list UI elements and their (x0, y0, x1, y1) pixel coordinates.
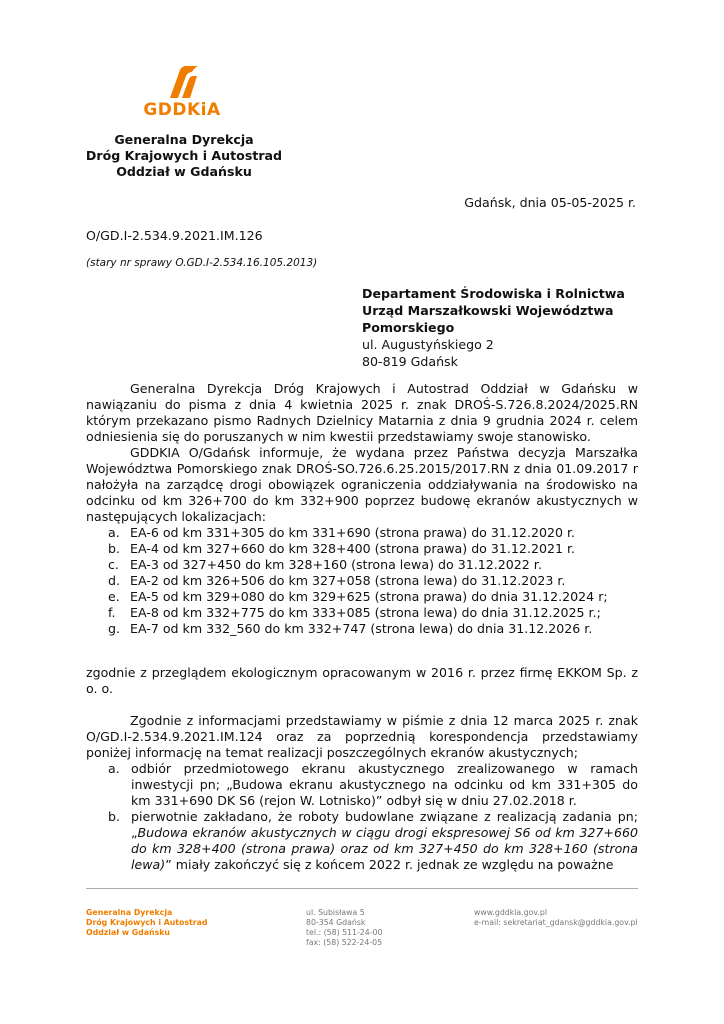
status-item-b: b. pierwotnie zakładano, że roboty budowlane związane z realizacją zadania pn; „Budowa ekranów akustycznych w ciągu drogi ekspresowej S6 od km 327+660 do km 328+400 (strona prawa) oraz od km 327+450 do km 328+160 (strona lewa)” miały zakończyć się z końcem 2022 r. jednak ze względu na poważne (108, 809, 638, 872)
old-case-reference: (stary nr sprawy O.GD.I-2.534.16.105.2013) (86, 257, 318, 269)
sender-block (84, 132, 284, 180)
footer-address: ul. Subisława 5 80-354 Gdańsk tel.: (58) 511-24-00 fax: (58) 522-24-05 (306, 908, 383, 947)
footer-contact (474, 908, 638, 928)
paragraph-4: Zgodnie z informacjami przedstawiamy w piśmie z dnia 12 marca 2025 r. znak O/GD.I-2.534.9.2021.IM.124 oraz za poprzednią korespondencja przedstawiamy poniżej informację na temat realizacji poszczególnych ekranów akustycznych; (86, 713, 638, 760)
list-item: g. EA-7 od km 332_560 do km 332+747 (strona lewa) do dnia 31.12.2026 r. (108, 621, 593, 636)
sender-line: Oddział w Gdańsku (116, 164, 252, 179)
list-item: a. EA-6 od km 331+305 do km 331+690 (strona prawa) do 31.12.2020 r. (108, 525, 576, 540)
list-item: f. EA-8 od km 332+775 do km 333+085 (strona lewa) do dnia 31.12.2025 r.; (108, 605, 601, 620)
email-link[interactable]: e-mail: sekretariat_gdansk@gddkia.gov.pl (474, 918, 638, 927)
paragraph-1: Generalna Dyrekcja Dróg Krajowych i Autostrad Oddział w Gdańsku w nawiązaniu do pisma z dnia 4 kwietnia 2025 r. znak DROŚ-S.726.8.2024/2025.RN którym przekazano pismo Radnych Dzielnicy Matarnia z dnia 9 grudnia 2024 r. celem odniesienia się do poruszanych w nim kwestii przedstawiamy swoje stanowisko. (86, 381, 638, 444)
screen-location-list (108, 525, 638, 637)
case-reference: O/GD.I-2.534.9.2021.IM.126 (86, 228, 263, 243)
footer-divider (86, 888, 638, 889)
footer-office-name: Generalna Dyrekcja Dróg Krajowych i Autostrad Oddział w Gdańsku (86, 908, 208, 937)
letter-body-section-2 (86, 713, 638, 873)
recipient-address-line: 80-819 Gdańsk (362, 354, 458, 369)
sender-line: Generalna Dyrekcja (114, 132, 254, 147)
recipient-name-line: Departament Środowiska i Rolnictwa (362, 286, 625, 301)
list-item: b. EA-4 od km 327+660 do km 328+400 (strona prawa) do 31.12.2021 r. (108, 541, 576, 556)
sender-line: Dróg Krajowych i Autostrad (85, 148, 283, 163)
letter-date: Gdańsk, dnia 05-05-2025 r. (464, 195, 636, 210)
list-item: c. EA-3 od 327+450 do km 328+160 (strona lewa) do 31.12.2022 r. (108, 557, 542, 572)
status-item-a: a. odbiór przedmiotowego ekranu akustycznego zrealizowanego w ramach inwestycji pn; „Budowa ekranu akustycznego na odcinku od km 331+305 do km 331+690 DK S6 (rejon W. Lotnisko)” odbył się w dniu 27.02.2018 r. (108, 761, 638, 808)
list-item: e. EA-5 od km 329+080 do km 329+625 (strona prawa) do dnia 31.12.2024 r; (108, 589, 608, 604)
website-link[interactable]: www.gddkia.gov.pl (474, 908, 548, 917)
gddkia-road-icon (164, 66, 200, 100)
recipient-block (362, 285, 625, 370)
paragraph-2: GDDKIA O/Gdańsk informuje, że wydana przez Państwa decyzja Marszałka Województwa Pomorskiego znak DROŚ-SO.726.6.25.2015/2017.RN z dnia 01.09.2017 r nałożyła na zarządcę drogi obowiązek ograniczenia oddziaływania na środowisko na odcinku od km 326+700 do km 332+900 poprzez budowę ekranów akustycznych w następujących lokalizacjach: (86, 445, 638, 524)
recipient-address-line: ul. Augustyńskiego 2 (362, 337, 494, 352)
paragraph-3: zgodnie z przeglądem ekologicznym opracowanym w 2016 r. przez firmę EKKOM Sp. z o. o. (86, 665, 638, 696)
letter-body-section-1 (86, 381, 638, 637)
logo-text: GDDKiA (143, 100, 221, 120)
gddkia-logo (132, 66, 242, 124)
list-item: d. EA-2 od km 326+506 do km 327+058 (strona lewa) do 31.12.2023 r. (108, 573, 566, 588)
recipient-name-line: Pomorskiego (362, 320, 455, 335)
recipient-name-line: Urząd Marszałkowski Województwa (362, 303, 614, 318)
